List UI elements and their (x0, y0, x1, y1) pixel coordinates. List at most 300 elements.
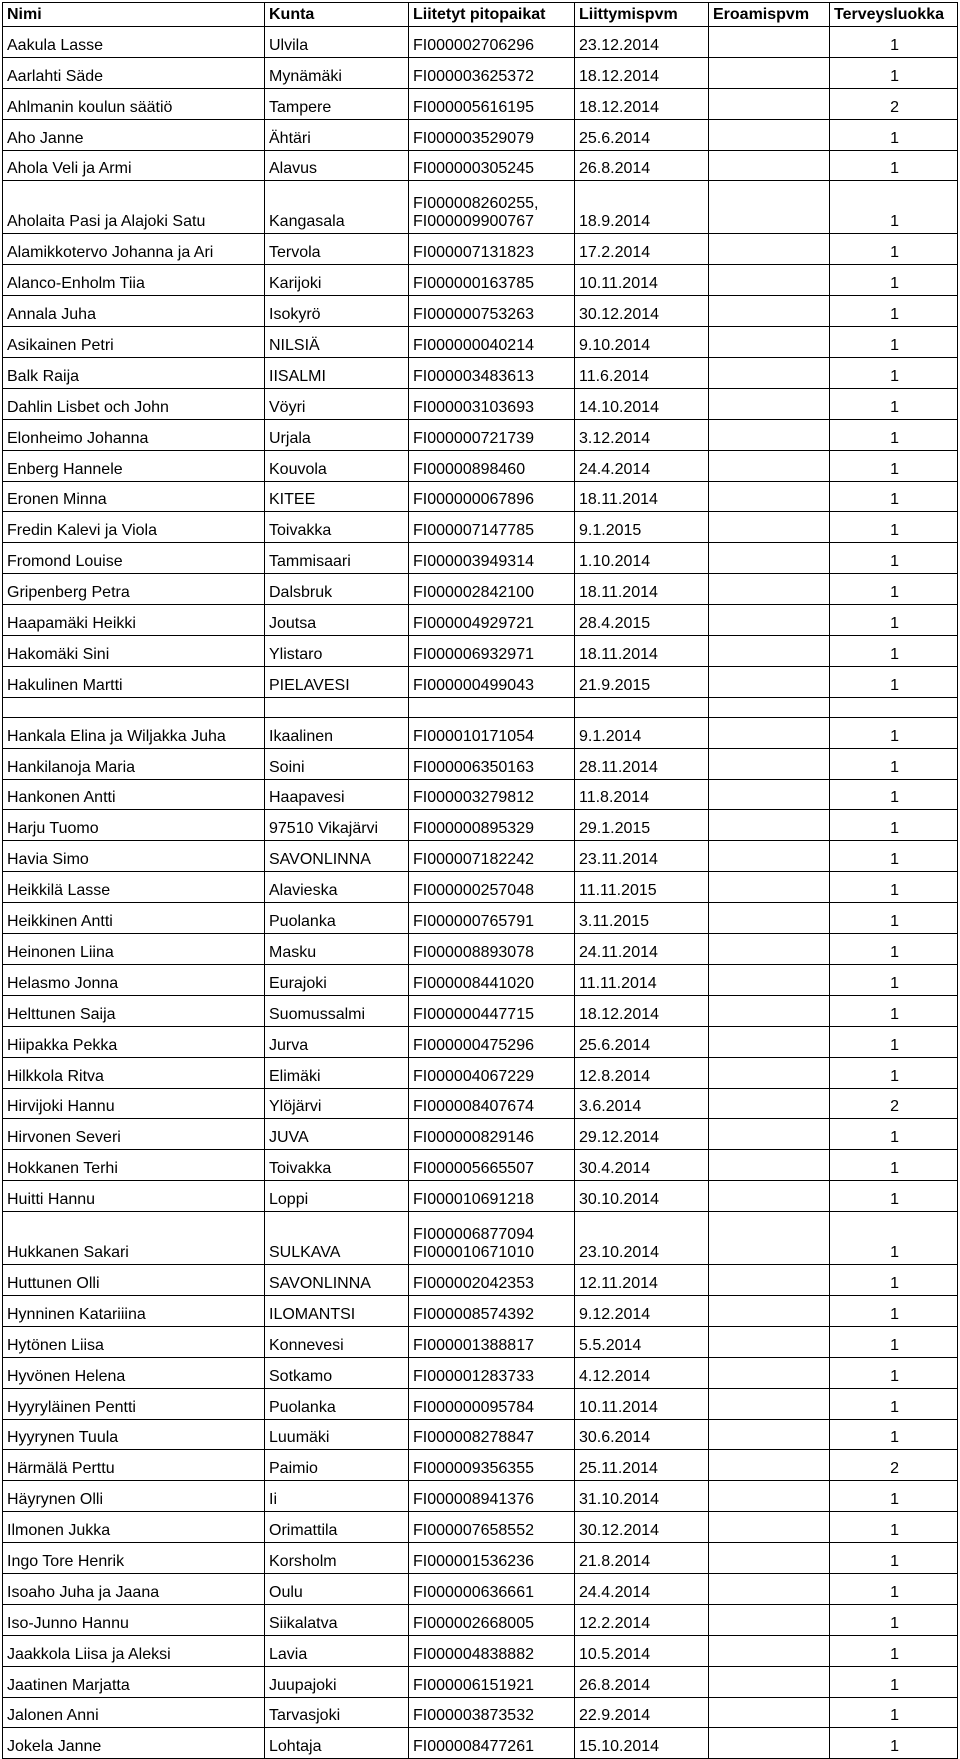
table-row (3, 1481, 958, 1512)
spacer-cell (409, 697, 575, 717)
cell-kunta: Tammisaari (265, 543, 409, 574)
cell-eroamispvm (709, 1512, 830, 1543)
cell-terveysluokka: 1 (830, 1295, 958, 1326)
cell-terveysluokka: 1 (830, 57, 958, 88)
pitopaikka-id: FI000008278847 (413, 1429, 534, 1447)
table-body (3, 27, 958, 1759)
cell-liittymispvm: 5.5.2014 (575, 1326, 709, 1357)
table-row (3, 57, 958, 88)
cell-pitopaikat (409, 1450, 575, 1481)
cell-terveysluokka: 1 (830, 1026, 958, 1057)
cell-pitopaikat (409, 1150, 575, 1181)
cell-nimi: Hiipakka Pekka (3, 1026, 265, 1057)
cell-liittymispvm: 26.8.2014 (575, 150, 709, 181)
cell-nimi: Hynninen Katariiina (3, 1295, 265, 1326)
cell-liittymispvm: 30.4.2014 (575, 1150, 709, 1181)
cell-eroamispvm (709, 1150, 830, 1181)
pitopaikka-id: FI000000829146 (413, 1129, 534, 1147)
cell-eroamispvm (709, 717, 830, 748)
cell-pitopaikat (409, 636, 575, 667)
cell-eroamispvm (709, 388, 830, 419)
cell-terveysluokka: 1 (830, 296, 958, 327)
pitopaikka-id: FI000008260255, (413, 195, 539, 213)
cell-kunta: Karijoki (265, 265, 409, 296)
pitopaikka-id: FI000003625372 (413, 67, 534, 85)
cell-eroamispvm (709, 181, 830, 234)
cell-eroamispvm (709, 1119, 830, 1150)
cell-liittymispvm: 9.1.2014 (575, 717, 709, 748)
cell-nimi: Hilkkola Ritva (3, 1057, 265, 1088)
cell-eroamispvm (709, 1481, 830, 1512)
cell-pitopaikat (409, 481, 575, 512)
pitopaikka-id: FI00000898460 (413, 460, 526, 478)
pitopaikka-id: FI000000067896 (413, 491, 534, 509)
cell-terveysluokka: 1 (830, 27, 958, 58)
pitopaikka-id: FI000010671010 (413, 1244, 534, 1262)
cell-kunta: Lavia (265, 1635, 409, 1666)
cell-terveysluokka: 1 (830, 810, 958, 841)
cell-terveysluokka: 1 (830, 1666, 958, 1697)
cell-eroamispvm (709, 841, 830, 872)
cell-eroamispvm (709, 119, 830, 150)
cell-kunta: Sotkamo (265, 1357, 409, 1388)
table-row (3, 1450, 958, 1481)
cell-pitopaikat (409, 1419, 575, 1450)
spacer-cell (3, 697, 265, 717)
cell-pitopaikat (409, 150, 575, 181)
cell-eroamispvm (709, 296, 830, 327)
cell-liittymispvm: 18.11.2014 (575, 481, 709, 512)
cell-pitopaikat (409, 358, 575, 389)
cell-kunta: Luumäki (265, 1419, 409, 1450)
pitopaikka-id: FI000004067229 (413, 1067, 534, 1085)
cell-kunta: Oulu (265, 1573, 409, 1604)
cell-liittymispvm: 10.11.2014 (575, 265, 709, 296)
cell-liittymispvm: 24.11.2014 (575, 934, 709, 965)
cell-pitopaikat (409, 841, 575, 872)
pitopaikka-id: FI000005665507 (413, 1160, 534, 1178)
cell-kunta: Suomussalmi (265, 995, 409, 1026)
table-row (3, 1119, 958, 1150)
cell-kunta: Juupajoki (265, 1666, 409, 1697)
table-row (3, 27, 958, 58)
pitopaikka-id: FI000002668005 (413, 1614, 534, 1632)
cell-nimi: Hirvijoki Hannu (3, 1088, 265, 1119)
cell-nimi: Alanco-Enholm Tiia (3, 265, 265, 296)
cell-kunta: PIELAVESI (265, 666, 409, 697)
cell-eroamispvm (709, 1543, 830, 1574)
cell-eroamispvm (709, 543, 830, 574)
cell-nimi: Häyrynen Olli (3, 1481, 265, 1512)
cell-eroamispvm (709, 1697, 830, 1728)
cell-liittymispvm: 18.9.2014 (575, 181, 709, 234)
cell-liittymispvm: 25.11.2014 (575, 1450, 709, 1481)
header-kunta: Kunta (265, 3, 409, 27)
cell-pitopaikat (409, 234, 575, 265)
table-row (3, 265, 958, 296)
cell-nimi: Haapamäki Heikki (3, 605, 265, 636)
cell-eroamispvm (709, 1728, 830, 1759)
cell-kunta: Ylistaro (265, 636, 409, 667)
cell-terveysluokka: 1 (830, 265, 958, 296)
cell-liittymispvm: 25.6.2014 (575, 1026, 709, 1057)
cell-kunta: Konnevesi (265, 1326, 409, 1357)
cell-pitopaikat (409, 296, 575, 327)
cell-kunta: Kouvola (265, 450, 409, 481)
pitopaikka-id: FI000004929721 (413, 615, 534, 633)
cell-nimi: Dahlin Lisbet och John (3, 388, 265, 419)
cell-nimi: Härmälä Perttu (3, 1450, 265, 1481)
cell-terveysluokka: 1 (830, 748, 958, 779)
cell-liittymispvm: 18.12.2014 (575, 995, 709, 1026)
cell-pitopaikat (409, 964, 575, 995)
cell-terveysluokka: 1 (830, 1573, 958, 1604)
cell-liittymispvm: 23.11.2014 (575, 841, 709, 872)
cell-pitopaikat (409, 327, 575, 358)
cell-eroamispvm (709, 605, 830, 636)
header-liitetyt-pitopaikat: Liitetyt pitopaikat (409, 3, 575, 27)
cell-terveysluokka: 1 (830, 841, 958, 872)
table-row (3, 1388, 958, 1419)
cell-kunta: Ylöjärvi (265, 1088, 409, 1119)
cell-liittymispvm: 30.12.2014 (575, 296, 709, 327)
cell-pitopaikat (409, 1265, 575, 1296)
table-row (3, 810, 958, 841)
cell-liittymispvm: 28.11.2014 (575, 748, 709, 779)
cell-liittymispvm: 21.9.2015 (575, 666, 709, 697)
cell-nimi: Ahola Veli ja Armi (3, 150, 265, 181)
pitopaikka-id: FI000007147785 (413, 522, 534, 540)
table-row (3, 1357, 958, 1388)
cell-pitopaikat (409, 1088, 575, 1119)
cell-terveysluokka: 1 (830, 1512, 958, 1543)
table-row (3, 964, 958, 995)
table-row (3, 1295, 958, 1326)
pitopaikka-id: FI000003873532 (413, 1707, 534, 1725)
table-row (3, 327, 958, 358)
cell-pitopaikat (409, 543, 575, 574)
cell-pitopaikat (409, 574, 575, 605)
cell-terveysluokka: 1 (830, 779, 958, 810)
cell-kunta: Tarvasjoki (265, 1697, 409, 1728)
cell-kunta: Alavus (265, 150, 409, 181)
cell-eroamispvm (709, 88, 830, 119)
cell-kunta: NILSIÄ (265, 327, 409, 358)
pitopaikka-id: FI000008574392 (413, 1305, 534, 1323)
table-row (3, 388, 958, 419)
table-row (3, 296, 958, 327)
cell-eroamispvm (709, 779, 830, 810)
cell-liittymispvm: 10.5.2014 (575, 1635, 709, 1666)
cell-eroamispvm (709, 1026, 830, 1057)
cell-pitopaikat (409, 1057, 575, 1088)
cell-pitopaikat (409, 1573, 575, 1604)
cell-pitopaikat (409, 903, 575, 934)
cell-kunta: Siikalatva (265, 1604, 409, 1635)
pitopaikka-id: FI000007131823 (413, 244, 534, 262)
header-eroamispvm: Eroamispvm (709, 3, 830, 27)
cell-nimi: Huttunen Olli (3, 1265, 265, 1296)
table-row (3, 358, 958, 389)
pitopaikka-id: FI000001388817 (413, 1336, 534, 1354)
cell-terveysluokka: 1 (830, 234, 958, 265)
cell-terveysluokka: 1 (830, 964, 958, 995)
cell-liittymispvm: 9.1.2015 (575, 512, 709, 543)
table-row (3, 450, 958, 481)
cell-liittymispvm: 30.10.2014 (575, 1181, 709, 1212)
spacer-cell (830, 697, 958, 717)
cell-pitopaikat (409, 717, 575, 748)
cell-nimi: Aakula Lasse (3, 27, 265, 58)
cell-nimi: Annala Juha (3, 296, 265, 327)
table-row (3, 119, 958, 150)
cell-eroamispvm (709, 1088, 830, 1119)
cell-nimi: Jalonen Anni (3, 1697, 265, 1728)
cell-pitopaikat (409, 1635, 575, 1666)
cell-liittymispvm: 11.11.2014 (575, 964, 709, 995)
membership-table (2, 2, 958, 1759)
cell-terveysluokka: 1 (830, 1265, 958, 1296)
cell-nimi: Aarlahti Säde (3, 57, 265, 88)
cell-liittymispvm: 23.12.2014 (575, 27, 709, 58)
cell-pitopaikat (409, 1604, 575, 1635)
cell-eroamispvm (709, 666, 830, 697)
table-row (3, 481, 958, 512)
cell-kunta: Paimio (265, 1450, 409, 1481)
cell-pitopaikat (409, 1481, 575, 1512)
table-row (3, 1212, 958, 1265)
cell-eroamispvm (709, 964, 830, 995)
cell-liittymispvm: 25.6.2014 (575, 119, 709, 150)
pitopaikka-id: FI000000636661 (413, 1583, 534, 1601)
cell-eroamispvm (709, 995, 830, 1026)
table-row (3, 1419, 958, 1450)
cell-pitopaikat (409, 872, 575, 903)
cell-nimi: Ilmonen Jukka (3, 1512, 265, 1543)
table-row (3, 841, 958, 872)
table-row (3, 88, 958, 119)
cell-eroamispvm (709, 934, 830, 965)
cell-pitopaikat (409, 27, 575, 58)
cell-pitopaikat (409, 666, 575, 697)
cell-terveysluokka: 1 (830, 1697, 958, 1728)
cell-kunta: Vöyri (265, 388, 409, 419)
cell-pitopaikat (409, 748, 575, 779)
pitopaikka-id: FI000001536236 (413, 1552, 534, 1570)
cell-nimi: Jaakkola Liisa ja Aleksi (3, 1635, 265, 1666)
cell-kunta: Tervola (265, 234, 409, 265)
table-row (3, 181, 958, 234)
pitopaikka-id: FI000001283733 (413, 1367, 534, 1385)
cell-kunta: SAVONLINNA (265, 1265, 409, 1296)
cell-terveysluokka: 1 (830, 636, 958, 667)
cell-terveysluokka: 1 (830, 872, 958, 903)
pitopaikka-id: FI000003949314 (413, 553, 534, 571)
cell-kunta: Puolanka (265, 903, 409, 934)
cell-kunta: Ähtäri (265, 119, 409, 150)
table-row (3, 419, 958, 450)
cell-terveysluokka: 2 (830, 88, 958, 119)
cell-pitopaikat (409, 1119, 575, 1150)
table-row (3, 1604, 958, 1635)
cell-eroamispvm (709, 1573, 830, 1604)
cell-terveysluokka: 1 (830, 543, 958, 574)
cell-pitopaikat (409, 1728, 575, 1759)
table-row (3, 934, 958, 965)
cell-kunta: JUVA (265, 1119, 409, 1150)
cell-terveysluokka: 1 (830, 1181, 958, 1212)
cell-nimi: Hakomäki Sini (3, 636, 265, 667)
cell-nimi: Helasmo Jonna (3, 964, 265, 995)
cell-liittymispvm: 12.2.2014 (575, 1604, 709, 1635)
cell-nimi: Enberg Hannele (3, 450, 265, 481)
table-row (3, 1512, 958, 1543)
cell-nimi: Hankala Elina ja Wiljakka Juha (3, 717, 265, 748)
cell-kunta: Ulvila (265, 27, 409, 58)
cell-eroamispvm (709, 234, 830, 265)
cell-nimi: Fromond Louise (3, 543, 265, 574)
pitopaikka-id: FI000009900767 (413, 213, 534, 231)
table-row (3, 995, 958, 1026)
cell-terveysluokka: 1 (830, 903, 958, 934)
cell-kunta: Dalsbruk (265, 574, 409, 605)
cell-eroamispvm (709, 1604, 830, 1635)
table-row (3, 1697, 958, 1728)
pitopaikka-id: FI000000040214 (413, 337, 534, 355)
cell-pitopaikat (409, 1295, 575, 1326)
cell-liittymispvm: 4.12.2014 (575, 1357, 709, 1388)
cell-eroamispvm (709, 419, 830, 450)
cell-kunta: SAVONLINNA (265, 841, 409, 872)
pitopaikka-id: FI000006151921 (413, 1676, 534, 1694)
cell-terveysluokka: 1 (830, 450, 958, 481)
cell-nimi: Jokela Janne (3, 1728, 265, 1759)
cell-pitopaikat (409, 995, 575, 1026)
cell-nimi: Hyyryläinen Pentti (3, 1388, 265, 1419)
cell-kunta: 97510 Vikajärvi (265, 810, 409, 841)
cell-eroamispvm (709, 481, 830, 512)
cell-liittymispvm: 18.12.2014 (575, 57, 709, 88)
cell-eroamispvm (709, 358, 830, 389)
table-row (3, 605, 958, 636)
cell-kunta: Toivakka (265, 512, 409, 543)
cell-liittymispvm: 3.6.2014 (575, 1088, 709, 1119)
cell-liittymispvm: 24.4.2014 (575, 1573, 709, 1604)
cell-liittymispvm: 24.4.2014 (575, 450, 709, 481)
cell-eroamispvm (709, 1388, 830, 1419)
cell-nimi: Aholaita Pasi ja Alajoki Satu (3, 181, 265, 234)
table-row (3, 1181, 958, 1212)
pitopaikka-id: FI000003529079 (413, 129, 534, 147)
cell-kunta: IISALMI (265, 358, 409, 389)
cell-eroamispvm (709, 57, 830, 88)
cell-pitopaikat (409, 1212, 575, 1265)
cell-nimi: Hakulinen Martti (3, 666, 265, 697)
cell-terveysluokka: 1 (830, 419, 958, 450)
pitopaikka-id: FI000010171054 (413, 727, 534, 745)
pitopaikka-id: FI000007182242 (413, 851, 534, 869)
table-row (3, 717, 958, 748)
cell-terveysluokka: 1 (830, 1150, 958, 1181)
cell-terveysluokka: 1 (830, 181, 958, 234)
cell-eroamispvm (709, 1212, 830, 1265)
table-row (3, 1265, 958, 1296)
cell-terveysluokka: 1 (830, 717, 958, 748)
pitopaikka-id: FI000000753263 (413, 306, 534, 324)
cell-terveysluokka: 1 (830, 358, 958, 389)
cell-liittymispvm: 15.10.2014 (575, 1728, 709, 1759)
cell-liittymispvm: 29.1.2015 (575, 810, 709, 841)
cell-kunta: Toivakka (265, 1150, 409, 1181)
cell-liittymispvm: 31.10.2014 (575, 1481, 709, 1512)
cell-pitopaikat (409, 1388, 575, 1419)
pitopaikka-id: FI000000721739 (413, 429, 534, 447)
cell-kunta: Mynämäki (265, 57, 409, 88)
cell-nimi: Eronen Minna (3, 481, 265, 512)
cell-liittymispvm: 18.11.2014 (575, 574, 709, 605)
pitopaikka-id: FI000008441020 (413, 974, 534, 992)
cell-nimi: Fredin Kalevi ja Viola (3, 512, 265, 543)
cell-liittymispvm: 23.10.2014 (575, 1212, 709, 1265)
cell-pitopaikat (409, 1697, 575, 1728)
pitopaikka-id: FI000000895329 (413, 820, 534, 838)
cell-kunta: Puolanka (265, 1388, 409, 1419)
cell-pitopaikat (409, 1543, 575, 1574)
cell-terveysluokka: 1 (830, 327, 958, 358)
cell-nimi: Ahlmanin koulun säätiö (3, 88, 265, 119)
cell-terveysluokka: 1 (830, 1212, 958, 1265)
cell-nimi: Gripenberg Petra (3, 574, 265, 605)
cell-eroamispvm (709, 574, 830, 605)
cell-terveysluokka: 1 (830, 150, 958, 181)
cell-nimi: Harju Tuomo (3, 810, 265, 841)
cell-kunta: ILOMANTSI (265, 1295, 409, 1326)
cell-terveysluokka: 1 (830, 512, 958, 543)
table-row (3, 574, 958, 605)
cell-pitopaikat (409, 810, 575, 841)
cell-eroamispvm (709, 1181, 830, 1212)
cell-eroamispvm (709, 1326, 830, 1357)
table-row (3, 1543, 958, 1574)
table-row (3, 872, 958, 903)
cell-liittymispvm: 3.11.2015 (575, 903, 709, 934)
pitopaikka-id: FI000008941376 (413, 1491, 534, 1509)
table-row (3, 234, 958, 265)
cell-pitopaikat (409, 779, 575, 810)
cell-liittymispvm: 28.4.2015 (575, 605, 709, 636)
pitopaikka-id: FI000000447715 (413, 1005, 534, 1023)
pitopaikka-id: FI000000499043 (413, 676, 534, 694)
cell-eroamispvm (709, 150, 830, 181)
cell-kunta: Joutsa (265, 605, 409, 636)
table-row (3, 150, 958, 181)
cell-pitopaikat (409, 1181, 575, 1212)
spacer-cell (575, 697, 709, 717)
cell-nimi: Iso-Junno Hannu (3, 1604, 265, 1635)
pitopaikka-id: FI000003483613 (413, 367, 534, 385)
cell-eroamispvm (709, 1450, 830, 1481)
table-row (3, 1150, 958, 1181)
cell-pitopaikat (409, 181, 575, 234)
cell-nimi: Hyvönen Helena (3, 1357, 265, 1388)
cell-eroamispvm (709, 512, 830, 543)
pitopaikka-id: FI000000257048 (413, 882, 534, 900)
cell-eroamispvm (709, 1357, 830, 1388)
cell-liittymispvm: 11.6.2014 (575, 358, 709, 389)
cell-pitopaikat (409, 419, 575, 450)
cell-liittymispvm: 9.12.2014 (575, 1295, 709, 1326)
cell-pitopaikat (409, 388, 575, 419)
